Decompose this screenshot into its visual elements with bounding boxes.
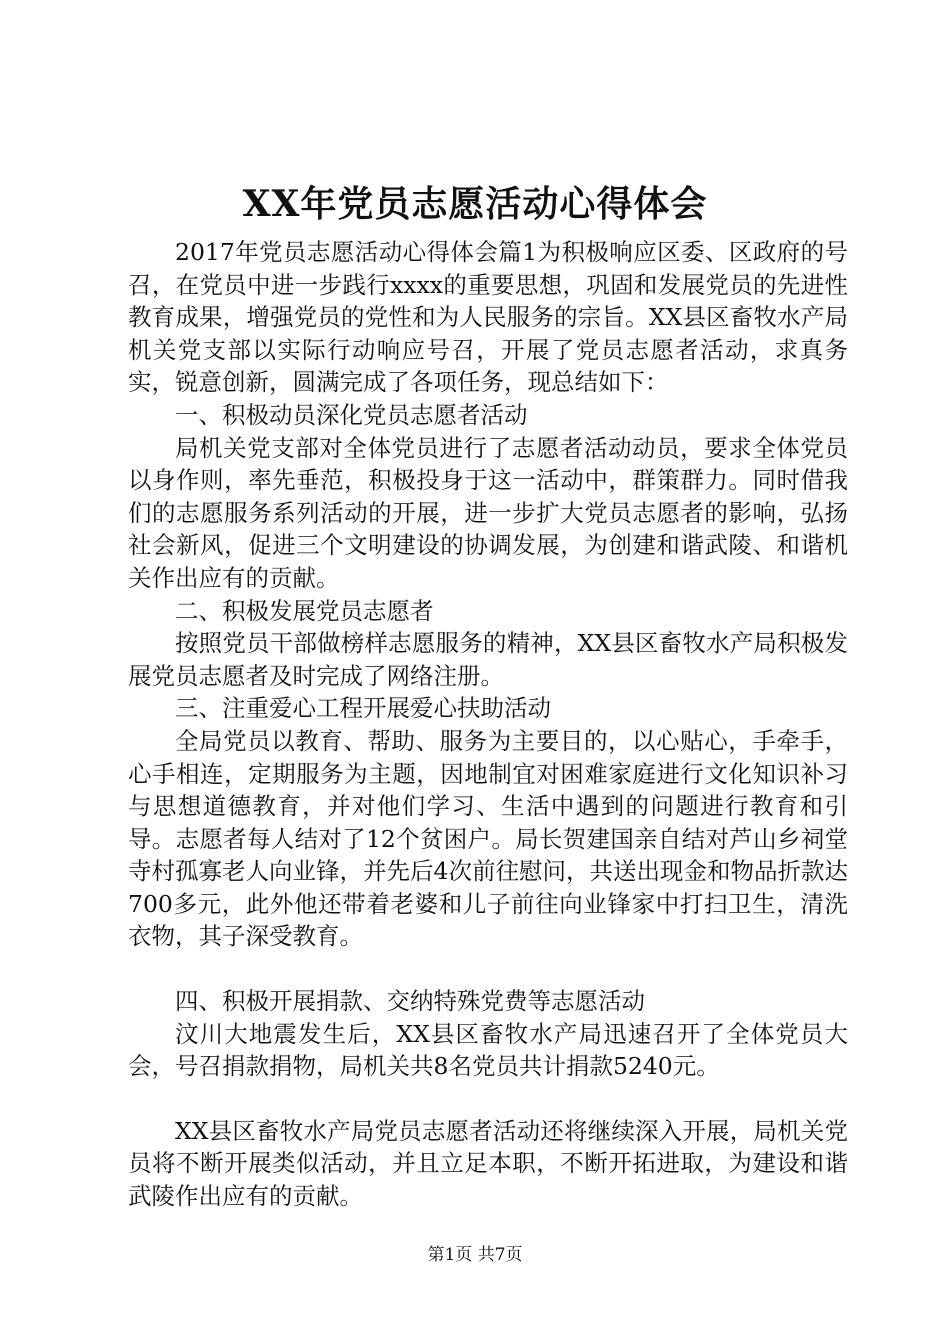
paragraph-section-1: 局机关党支部对全体党员进行了志愿者活动动员，要求全体党员以身作则，率先垂范，积极投身于这一活动中，群策群力。同时借我们的志愿服务系列活动的开展，进一步扩大党员志愿者的影响，弘扬社会新风，促进三个文明建设的协调发展，为创建和谐武陵、和谐机关作出应有的贡献。	[128, 433, 848, 592]
paragraph-section-4: 汶川大地震发生后，XX县区畜牧水产局迅速召开了全体党员大会，号召捐款捐物，局机关共8名党员共计捐款5240元。	[128, 1019, 848, 1081]
paragraph-section-2: 按照党员干部做榜样志愿服务的精神，XX县区畜牧水产局积极发展党员志愿者及时完成了网络注册。	[128, 629, 848, 690]
section-heading-2: 二、积极发展党员志愿者	[175, 596, 434, 625]
section-heading-1: 一、积极动员深化党员志愿者活动	[175, 400, 528, 429]
page-footer: 第1页 共7页	[427, 1245, 523, 1265]
document-body	[128, 236, 848, 1213]
section-heading-3: 三、注重爱心工程开展爱心扶助活动	[175, 694, 551, 723]
document-title: XX年党员志愿活动心得体会	[242, 183, 708, 225]
section-heading-4: 四、积极开展捐款、交纳特殊党费等志愿活动	[175, 987, 645, 1016]
paragraph-intro: 2017年党员志愿活动心得体会篇1为积极响应区委、区政府的号召，在党员中进一步践行xxxx的重要思想，巩固和发展党员的先进性教育成果，增强党员的党性和为人民服务的宗旨。XX县区畜牧水产局机关党支部以实际行动响应号召，开展了党员志愿者活动，求真务实，锐意创新，圆满完成了各项任务，现总结如下：	[128, 238, 848, 397]
paragraph-section-3: 全局党员以教育、帮助、服务为主要目的，以心贴心，手牵手，心手相连，定期服务为主题，因地制宜对困难家庭进行文化知识补习与思想道德教育，并对他们学习、生活中遇到的问题进行教育和引导。志愿者每人结对了12个贫困户。局长贺建国亲自结对芦山乡祠堂寺村孤寡老人向业锋，并先后4次前往慰问，共送出现金和物品折款达700多元，此外他还带着老婆和儿子前往向业锋家中打扫卫生，清洗衣物，其子深受教育。	[128, 726, 848, 951]
paragraph-conclusion: XX县区畜牧水产局党员志愿者活动还将继续深入开展，局机关党员将不断开展类似活动，并且立足本职，不断开拓进取，为建设和谐武陵作出应有的贡献。	[128, 1116, 848, 1211]
